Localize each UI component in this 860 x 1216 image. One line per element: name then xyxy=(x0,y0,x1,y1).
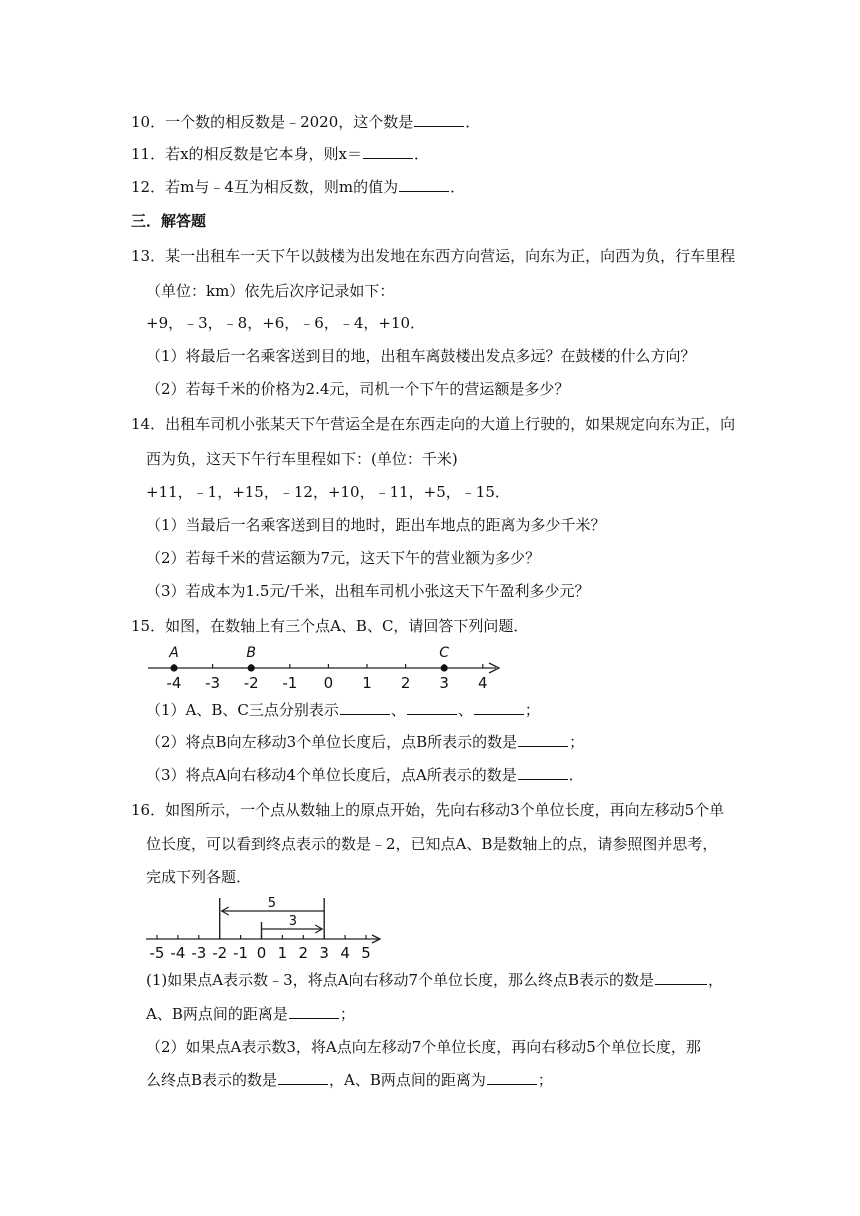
q15-sub1 xyxy=(146,700,540,720)
tick-label: -4 xyxy=(170,944,186,962)
tick-label: -2 xyxy=(243,674,259,690)
point-label: A xyxy=(169,645,179,661)
tick-label: 0 xyxy=(323,674,334,690)
tick-label: -4 xyxy=(166,674,182,690)
number-line-figure-q15 xyxy=(146,640,506,690)
question-number: 11． xyxy=(131,145,166,163)
answer-blank[interactable] xyxy=(518,732,568,747)
q16-sub1b xyxy=(146,1004,355,1024)
q15-sub3 xyxy=(146,765,584,785)
answer-blank[interactable] xyxy=(474,700,524,715)
q13-sub2: （2）若每千米的价格为2.4元，司机一个下午的营运额是多少？ xyxy=(146,380,570,398)
q14-line1: 14．出租车司机小张某天下午营运全是在东西走向的大道上行驶的，如果规定向东为正，向 xyxy=(131,415,736,433)
tick-label: 2 xyxy=(400,674,411,690)
punctuation: ． xyxy=(414,145,430,163)
answer-blank[interactable] xyxy=(487,1070,537,1085)
sub-text: （1）A、B、C三点分别表示 xyxy=(146,701,339,719)
q14-sub1: （1）当最后一名乘客送到目的地时，距出车地点的距离为多少千米？ xyxy=(146,516,606,534)
section-title: 三．解答题 xyxy=(131,212,207,230)
tick-label: -3 xyxy=(205,674,221,690)
number-line-figure-q16 xyxy=(146,892,386,962)
answer-blank[interactable] xyxy=(655,970,707,985)
sub-text: (1)如果点A表示数﹣3，将点A向右移动7个单位长度，那么终点B表示的数是 xyxy=(146,971,655,989)
tick-label: 2 xyxy=(298,944,309,962)
separator: 、 xyxy=(457,701,473,719)
punctuation: ， xyxy=(708,971,724,989)
question-text: 若x的相反数是它本身，则x＝ xyxy=(165,145,363,163)
question-11 xyxy=(131,144,429,164)
q13-data: +9，﹣3，﹣8，+6，﹣6，﹣4，+10． xyxy=(146,314,426,332)
answer-blank[interactable] xyxy=(289,1004,339,1019)
separator: 、 xyxy=(390,701,406,719)
sub-text: A、B两点间的距离是 xyxy=(146,1005,288,1023)
answer-blank[interactable] xyxy=(363,144,413,159)
arrow-small-label: 3 xyxy=(288,914,297,929)
sub-text: （2）将点B向左移动3个单位长度后，点B所表示的数是 xyxy=(146,733,518,751)
answer-blank[interactable] xyxy=(407,700,457,715)
q13-line1: 13．某一出租车一天下午以鼓楼为出发地在东西方向营运，向东为正，向西为负，行车里程 xyxy=(131,247,736,265)
q16-line1: 16．如图所示，一个点从数轴上的原点开始，先向右移动3个单位长度，再向左移动5个单 xyxy=(131,801,725,819)
tick-label: -1 xyxy=(233,944,249,962)
tick-label: 3 xyxy=(439,674,449,690)
q16-sub2b xyxy=(146,1070,553,1090)
tick-label: 4 xyxy=(340,944,350,962)
punctuation: ． xyxy=(465,113,481,131)
q14-data: +11，﹣1，+15，﹣12，+10，﹣11，+5，﹣15． xyxy=(146,483,510,501)
q14-sub2: （2）若每千米的营运额为7元，这天下午的营业额为多少？ xyxy=(146,549,541,567)
sub-text: （3）将点A向右移动4个单位长度后，点A所表示的数是 xyxy=(146,766,517,784)
question-number: 12． xyxy=(131,178,166,196)
tick-label: -1 xyxy=(282,674,298,690)
punctuation: ． xyxy=(450,178,466,196)
answer-blank[interactable] xyxy=(278,1070,328,1085)
question-text: 一个数的相反数是﹣2020，这个数是 xyxy=(165,113,414,131)
answer-blank[interactable] xyxy=(340,700,390,715)
question-12 xyxy=(131,177,465,197)
punctuation: ． xyxy=(568,766,584,784)
question-10 xyxy=(131,112,480,132)
tick-label: 1 xyxy=(362,674,372,690)
punctuation: ； xyxy=(524,701,540,719)
q13-sub1: （1）将最后一名乘客送到目的地，出租车离鼓楼出发点多远？在鼓楼的什么方向？ xyxy=(146,347,696,365)
answer-blank[interactable] xyxy=(414,112,464,127)
q15-line1: 15．如图，在数轴上有三个点A、B、C，请回答下列问题． xyxy=(131,617,529,635)
tick-label: -3 xyxy=(191,944,207,962)
q16-sub2: （2）如果点A表示数3，将A点向左移动7个单位长度，再向右移动5个单位长度，那 xyxy=(146,1038,701,1056)
q14-sub3: （3）若成本为1.5元/千米，出租车司机小张这天下午盈利多少元？ xyxy=(146,582,590,600)
question-text: 若m与﹣4互为相反数，则m的值为 xyxy=(165,178,399,196)
point-label: C xyxy=(439,645,450,661)
tick-label: -5 xyxy=(149,944,165,962)
answer-blank[interactable] xyxy=(518,765,568,780)
punctuation: ； xyxy=(339,1005,355,1023)
sub-text: 么终点B表示的数是 xyxy=(146,1071,278,1089)
q16-line3: 完成下列各题． xyxy=(146,868,252,886)
point-a xyxy=(170,664,177,671)
point-label: B xyxy=(246,645,257,661)
point-b xyxy=(248,664,255,671)
punctuation: ； xyxy=(537,1071,553,1089)
arrow-big-label: 5 xyxy=(267,896,277,911)
q13-line2: （单位：km）依先后次序记录如下： xyxy=(146,282,395,300)
q14-line2: 西为负，这天下午行车里程如下：(单位：千米) xyxy=(146,450,458,468)
point-c xyxy=(441,664,448,671)
tick-label: 0 xyxy=(256,944,267,962)
tick-label: 3 xyxy=(319,944,329,962)
question-number: 10． xyxy=(131,113,166,131)
q16-line2: 位长度，可以看到终点表示的数是﹣2，已知点A、B是数轴上的点，请参照图并思考， xyxy=(146,835,718,853)
q15-sub2 xyxy=(146,732,584,752)
tick-label: -2 xyxy=(212,944,228,962)
answer-blank[interactable] xyxy=(399,177,449,192)
tick-label: 5 xyxy=(361,944,371,962)
q16-sub1 xyxy=(146,970,723,990)
tick-label: 1 xyxy=(277,944,288,962)
sub-text: ，A、B两点间的距离为 xyxy=(329,1071,486,1089)
punctuation: ； xyxy=(569,733,585,751)
tick-label: 4 xyxy=(478,674,488,690)
